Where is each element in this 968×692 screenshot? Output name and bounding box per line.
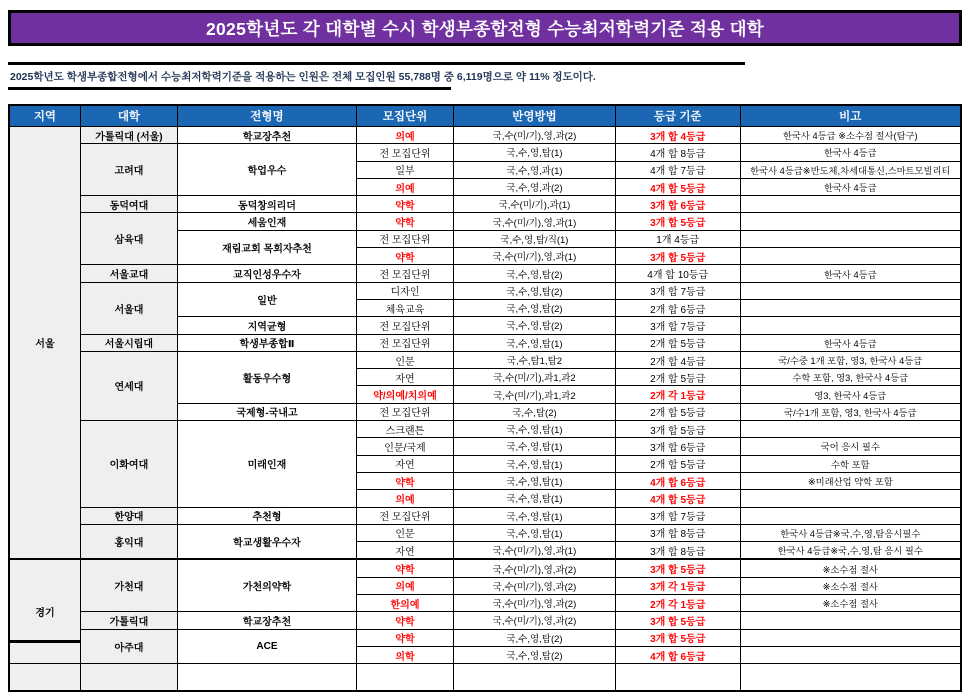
note-cell: ※소수점 절사 — [740, 595, 961, 612]
unit-cell: 의학 — [356, 646, 453, 663]
note-cell: 한국사 4등급※국,수,영,탐 응시 필수 — [740, 542, 961, 560]
method-cell: 국,수,영,과(1) — [454, 161, 616, 178]
summary-note — [8, 62, 768, 90]
note-cell — [740, 646, 961, 663]
criteria-cell: 2개 각 1등급 — [615, 386, 740, 403]
method-cell: 국,수(미/기),영,과(1) — [454, 213, 616, 230]
note-cell — [740, 612, 961, 629]
unit-cell: 인문 — [356, 524, 453, 541]
page-title: 2025학년도 각 대학별 수시 학생부종합전형 수능최저학력기준 적용 대학 — [8, 10, 962, 46]
unit-cell: 자연 — [356, 369, 453, 386]
method-cell: 국,수,영,탐(1) — [454, 472, 616, 489]
admission-type-cell: 일반 — [177, 282, 356, 317]
unit-cell — [356, 664, 453, 692]
note-cell: 국/수1개 포함, 영3, 한국사 4등급 — [740, 403, 961, 420]
note-cell: 국어 응시 필수 — [740, 438, 961, 455]
header-type: 전형명 — [177, 105, 356, 127]
note-cell: 한국사 4등급 ※소수점 절사(탐구) — [740, 127, 961, 144]
admission-type-cell: 학생부종합Ⅱ — [177, 334, 356, 351]
region-cell — [9, 664, 80, 692]
method-cell: 국,수(미/기),영,과(1) — [454, 248, 616, 265]
criteria-cell: 2개 합 4등급 — [615, 351, 740, 368]
criteria-cell: 3개 합 5등급 — [615, 213, 740, 230]
table-row — [9, 629, 961, 646]
method-cell: 국,수(미/기),영,과(2) — [454, 577, 616, 594]
table-header-row — [9, 105, 961, 127]
table-row — [9, 144, 961, 161]
university-cell: 서울대 — [80, 282, 177, 334]
unit-cell: 한의예 — [356, 595, 453, 612]
method-cell: 국,수,영,탐(2) — [454, 299, 616, 316]
note-cell: 수학 포함, 영3, 한국사 4등급 — [740, 369, 961, 386]
criteria-cell: 3개 합 5등급 — [615, 612, 740, 629]
method-cell: 국,수,영,탐(2) — [454, 265, 616, 282]
criteria-cell: 4개 합 8등급 — [615, 144, 740, 161]
unit-cell: 약학 — [356, 472, 453, 489]
admission-type-cell — [177, 664, 356, 692]
university-cell: 서울교대 — [80, 265, 177, 282]
unit-cell: 전 모집단위 — [356, 230, 453, 247]
note-cell — [740, 248, 961, 265]
note-cell: 국/수중 1개 포함, 영3, 한국사 4등급 — [740, 351, 961, 368]
criteria-cell: 2개 합 5등급 — [615, 403, 740, 420]
table-row — [9, 265, 961, 282]
university-cell: 가톨릭대 — [80, 612, 177, 629]
note-cell — [740, 490, 961, 507]
note-cell: 한국사 4등급 — [740, 178, 961, 195]
unit-cell: 전 모집단위 — [356, 317, 453, 334]
criteria-cell: 4개 합 6등급 — [615, 646, 740, 663]
note-cell — [740, 299, 961, 316]
university-cell: 한양대 — [80, 507, 177, 524]
note-cell: 영3, 한국사 4등급 — [740, 386, 961, 403]
method-cell: 국,수(미/기),영,과(1) — [454, 542, 616, 560]
admission-type-cell: 재림교회 목회자추천 — [177, 230, 356, 265]
criteria-cell: 3개 합 8등급 — [615, 524, 740, 541]
admission-type-cell: 국제형-국내고 — [177, 403, 356, 420]
admission-table-body — [9, 127, 961, 692]
criteria-cell: 2개 합 5등급 — [615, 334, 740, 351]
unit-cell: 인문 — [356, 351, 453, 368]
unit-cell: 전 모집단위 — [356, 403, 453, 420]
table-row — [9, 507, 961, 524]
unit-cell: 디자인 — [356, 282, 453, 299]
criteria-cell: 2개 각 1등급 — [615, 595, 740, 612]
method-cell: 국,수,영,탐(1) — [454, 455, 616, 472]
criteria-cell: 3개 각 1등급 — [615, 577, 740, 594]
method-cell: 국,수(미/기),과1,과2 — [454, 369, 616, 386]
method-cell: 국,수,영,탐(2) — [454, 646, 616, 663]
method-cell: 국,수,영,탐(1) — [454, 490, 616, 507]
note-cell — [740, 282, 961, 299]
admission-type-cell: 가천의약학 — [177, 559, 356, 611]
unit-cell: 의예 — [356, 490, 453, 507]
method-cell: 국,수,영,탐(2) — [454, 282, 616, 299]
unit-cell: 자연 — [356, 542, 453, 560]
criteria-cell: 2개 합 5등급 — [615, 369, 740, 386]
note-cell: ※미래산업 약학 포함 — [740, 472, 961, 489]
university-cell — [80, 664, 177, 692]
table-row — [9, 196, 961, 213]
method-cell: 국,수(미/기),영,과(2) — [454, 612, 616, 629]
criteria-cell: 3개 합 5등급 — [615, 559, 740, 577]
clipped-region-border — [8, 640, 80, 643]
method-cell: 국,수,영,탐/직(1) — [454, 230, 616, 247]
method-cell: 국,수,영,탐(2) — [454, 629, 616, 646]
unit-cell: 전 모집단위 — [356, 265, 453, 282]
criteria-cell: 3개 합 8등급 — [615, 542, 740, 560]
note-cell — [740, 507, 961, 524]
note-cell — [740, 213, 961, 230]
admission-type-cell: 지역균형 — [177, 317, 356, 334]
university-cell: 서울시립대 — [80, 334, 177, 351]
criteria-cell: 3개 합 7등급 — [615, 507, 740, 524]
table-row — [9, 213, 961, 230]
unit-cell: 약학 — [356, 196, 453, 213]
unit-cell: 의예 — [356, 178, 453, 195]
admission-type-cell: 추천형 — [177, 507, 356, 524]
criteria-cell: 1개 4등급 — [615, 230, 740, 247]
criteria-cell: 4개 합 6등급 — [615, 472, 740, 489]
note-cell: 한국사 4등급 — [740, 144, 961, 161]
method-cell: 국,수(미/기),영,과(2) — [454, 595, 616, 612]
note-cell — [740, 629, 961, 646]
table-row — [9, 282, 961, 299]
unit-cell: 일부 — [356, 161, 453, 178]
admission-type-cell: 학업우수 — [177, 144, 356, 196]
unit-cell: 약/의예/치의예 — [356, 386, 453, 403]
admission-type-cell: ACE — [177, 629, 356, 664]
method-cell: 국,수,영,탐(2) — [454, 317, 616, 334]
method-cell: 국,수,탐(2) — [454, 403, 616, 420]
criteria-cell: 3개 합 6등급 — [615, 438, 740, 455]
note-cell — [740, 664, 961, 692]
admission-table — [8, 104, 962, 692]
unit-cell: 약학 — [356, 612, 453, 629]
unit-cell: 체육교육 — [356, 299, 453, 316]
unit-cell: 전 모집단위 — [356, 334, 453, 351]
unit-cell: 약학 — [356, 559, 453, 577]
note-cell: 한국사 4등급※국,수,영,탐응시필수 — [740, 524, 961, 541]
criteria-cell: 3개 합 4등급 — [615, 127, 740, 144]
admission-type-cell: 활동우수형 — [177, 351, 356, 403]
criteria-cell: 4개 합 5등급 — [615, 490, 740, 507]
university-cell: 이화여대 — [80, 421, 177, 507]
table-row — [9, 524, 961, 541]
method-cell: 국,수,영,탐(1) — [454, 438, 616, 455]
header-method: 반영방법 — [454, 105, 616, 127]
unit-cell: 약학 — [356, 248, 453, 265]
header-univ: 대학 — [80, 105, 177, 127]
method-cell: 국,수,영,탐(1) — [454, 421, 616, 438]
admission-type-cell: 학교장추천 — [177, 612, 356, 629]
note-cell — [740, 421, 961, 438]
university-cell: 연세대 — [80, 351, 177, 420]
note-cell: 한국사 4등급※반도체,차세대통신,스마트모빌리티 — [740, 161, 961, 178]
method-cell: 국,수,영,탐(1) — [454, 524, 616, 541]
unit-cell: 전 모집단위 — [356, 144, 453, 161]
admission-type-cell: 미래인재 — [177, 421, 356, 507]
university-cell: 가톨릭대 (서울) — [80, 127, 177, 144]
method-cell: 국,수,영,탐(1) — [454, 507, 616, 524]
criteria-cell: 3개 합 6등급 — [615, 196, 740, 213]
university-cell: 삼육대 — [80, 213, 177, 265]
admission-table-wrap — [8, 104, 962, 692]
admission-type-cell: 교직인성우수자 — [177, 265, 356, 282]
note-cell: 한국사 4등급 — [740, 334, 961, 351]
unit-cell: 의예 — [356, 577, 453, 594]
university-cell: 가천대 — [80, 559, 177, 611]
unit-cell: 약학 — [356, 629, 453, 646]
region-cell: 경기 — [9, 559, 80, 663]
note-cell — [740, 230, 961, 247]
university-cell: 홍익대 — [80, 524, 177, 559]
criteria-cell: 3개 합 5등급 — [615, 248, 740, 265]
criteria-cell: 4개 합 7등급 — [615, 161, 740, 178]
header-unit: 모집단위 — [356, 105, 453, 127]
table-row — [9, 612, 961, 629]
summary-bottom-rule — [8, 87, 451, 90]
method-cell: 국,수(미/기),영,과(2) — [454, 127, 616, 144]
criteria-cell: 3개 합 7등급 — [615, 317, 740, 334]
university-cell: 아주대 — [80, 629, 177, 664]
method-cell: 국,수,탐1,탐2 — [454, 351, 616, 368]
table-row — [9, 421, 961, 438]
criteria-cell: 3개 합 5등급 — [615, 421, 740, 438]
method-cell: 국,수(미/기),과1,과2 — [454, 386, 616, 403]
admission-type-cell: 학교생활우수자 — [177, 524, 356, 559]
table-row — [9, 127, 961, 144]
partial-table-row — [9, 664, 961, 692]
note-cell — [740, 317, 961, 334]
note-cell: ※소수점 절사 — [740, 577, 961, 594]
criteria-cell: 2개 합 5등급 — [615, 455, 740, 472]
method-cell: 국,수(미/기),과(1) — [454, 196, 616, 213]
method-cell: 국,수(미/기),영,과(2) — [454, 559, 616, 577]
university-cell: 고려대 — [80, 144, 177, 196]
note-cell — [740, 196, 961, 213]
header-region: 지역 — [9, 105, 80, 127]
header-note: 비고 — [740, 105, 961, 127]
unit-cell: 의예 — [356, 127, 453, 144]
table-row — [9, 559, 961, 577]
admission-type-cell: 학교장추천 — [177, 127, 356, 144]
table-row — [9, 334, 961, 351]
table-row — [9, 351, 961, 368]
criteria-cell: 4개 합 10등급 — [615, 265, 740, 282]
criteria-cell: 3개 합 7등급 — [615, 282, 740, 299]
unit-cell: 인문/국제 — [356, 438, 453, 455]
unit-cell: 전 모집단위 — [356, 507, 453, 524]
method-cell: 국,수,영,과(2) — [454, 178, 616, 195]
method-cell: 국,수,영,탐(1) — [454, 144, 616, 161]
university-cell: 동덕여대 — [80, 196, 177, 213]
criteria-cell — [615, 664, 740, 692]
admission-type-cell: 세움인재 — [177, 213, 356, 230]
method-cell — [454, 664, 616, 692]
criteria-cell: 2개 합 6등급 — [615, 299, 740, 316]
unit-cell: 자연 — [356, 455, 453, 472]
unit-cell: 스크랜튼 — [356, 421, 453, 438]
summary-text: 2025학년도 학생부종합전형에서 수능최저학력기준을 적용하는 인원은 전체 모집인원 55,788명 중 6,119명으로 약 11% 정도이다. — [10, 71, 596, 83]
method-cell: 국,수,영,탐(1) — [454, 334, 616, 351]
criteria-cell: 3개 합 5등급 — [615, 629, 740, 646]
unit-cell: 약학 — [356, 213, 453, 230]
note-cell: 수학 포함 — [740, 455, 961, 472]
note-cell: ※소수점 절사 — [740, 559, 961, 577]
header-criteria: 등급 기준 — [615, 105, 740, 127]
note-cell: 한국사 4등급 — [740, 265, 961, 282]
region-cell: 서울 — [9, 127, 80, 560]
admission-type-cell: 동덕창의리더 — [177, 196, 356, 213]
criteria-cell: 4개 합 5등급 — [615, 178, 740, 195]
